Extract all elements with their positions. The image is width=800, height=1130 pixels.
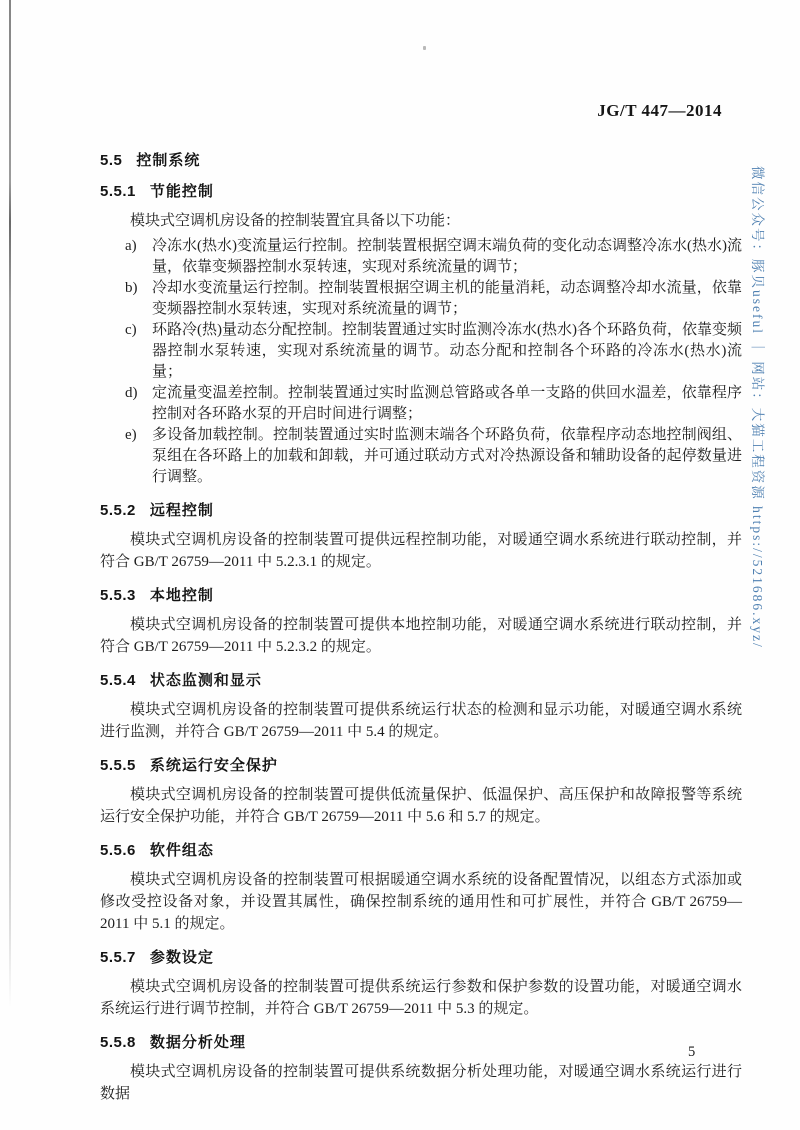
list-item-text: 冷却水变流量运行控制。控制装置根据空调主机的能量消耗，动态调整冷却水流量，依靠变频器控制水泵转速，实现对系统流量的调节； [152, 280, 742, 317]
section-heading [100, 672, 742, 689]
paragraph: 模块式空调机房设备的控制装置可提供远程控制功能，对暖通空调水系统进行联动控制，并符合 GB/T 26759—2011 中 5.2.3.1 的规定。 [100, 532, 742, 570]
page-number: 5 [688, 1044, 696, 1060]
section-title: 系统运行安全保护 [149, 757, 278, 774]
list-item-label: a) [125, 238, 137, 254]
list-item-label: c) [125, 322, 137, 338]
section-number: 5.5.7 [100, 949, 136, 966]
section-heading [100, 1034, 742, 1051]
section-number: 5.5 [100, 152, 123, 169]
list-item [100, 278, 742, 320]
list-item-text: 多设备加载控制。控制装置通过实时监测末端各个环路负荷，依靠程序动态地控制阀组、泵组在各环路上的加载和卸载，并可通过联动方式对冷热源设备和辅助设备的起停数量进行调整。 [152, 427, 742, 485]
list-item-text: 环路冷(热)量动态分配控制。控制装置通过实时监测冷冻水(热水)各个环路负荷，依靠变频器控制水泵转速，实现对系统流量的调节。动态分配和控制各个环路的冷冻水(热水)流量； [152, 322, 742, 380]
list-item-label: b) [125, 280, 138, 296]
list-item [100, 236, 742, 278]
section-title: 节能控制 [149, 183, 214, 200]
watermark-text: 微信公众号：豚贝useful ｜ 网站：大猫工程资源 https://521686.xyz/ [750, 166, 765, 649]
document-content [100, 146, 742, 1105]
section-number: 5.5.4 [100, 672, 136, 689]
section-number: 5.5.6 [100, 842, 136, 859]
paragraph: 模块式空调机房设备的控制装置可提供系统数据分析处理功能，对暖通空调水系统运行进行数据 [100, 1064, 742, 1102]
paragraph: 模块式空调机房设备的控制装置可提供系统运行参数和保护参数的设置功能，对暖通空调水系统运行进行调节控制，并符合 GB/T 26759—2011 中 5.3 的规定。 [100, 979, 742, 1017]
section-title: 本地控制 [149, 587, 214, 604]
section-title: 状态监测和显示 [149, 672, 262, 689]
section-number: 5.5.8 [100, 1034, 136, 1051]
list-item [100, 320, 742, 383]
section-number: 5.5.3 [100, 587, 136, 604]
section-heading [100, 842, 742, 859]
section-title: 数据分析处理 [149, 1034, 246, 1051]
section-title: 参数设定 [149, 949, 214, 966]
section-title: 远程控制 [149, 502, 214, 519]
section-number: 5.5.5 [100, 757, 136, 774]
section-title: 控制系统 [136, 152, 201, 169]
section-heading [100, 152, 742, 169]
section-heading [100, 502, 742, 519]
paragraph: 模块式空调机房设备的控制装置可提供本地控制功能，对暖通空调水系统进行联动控制，并符合 GB/T 26759—2011 中 5.2.3.2 的规定。 [100, 617, 742, 655]
paragraph: 模块式空调机房设备的控制装置宜具备以下功能： [130, 213, 461, 229]
scan-edge-artifact [9, 0, 11, 1008]
paragraph: 模块式空调机房设备的控制装置可根据暖通空调水系统的设备配置情况，以组态方式添加或修改受控设备对象，并设置其属性，确保控制系统的通用性和可扩展性，并符合 GB/T 26759—2011 中 5.1 的规定。 [100, 872, 742, 932]
section-heading [100, 757, 742, 774]
list-item-text: 冷冻水(热水)变流量运行控制。控制装置根据空调末端负荷的变化动态调整冷冻水(热水)流量，依靠变频器控制水泵转速，实现对系统流量的调节； [152, 238, 742, 275]
paragraph: 模块式空调机房设备的控制装置可提供系统运行状态的检测和显示功能，对暖通空调水系统进行监测，并符合 GB/T 26759—2011 中 5.4 的规定。 [100, 702, 742, 740]
section-heading [100, 183, 742, 200]
list-item-label: e) [125, 427, 137, 443]
section-title: 软件组态 [149, 842, 214, 859]
list-item-text: 定流量变温差控制。控制装置通过实时监测总管路或各单一支路的供回水温差，依靠程序控制对各环路水泵的开启时间进行调整； [152, 385, 742, 422]
section-number: 5.5.2 [100, 502, 136, 519]
list-item [100, 425, 742, 488]
section-heading [100, 587, 742, 604]
section-number: 5.5.1 [100, 183, 136, 200]
section-heading [100, 949, 742, 966]
paragraph: 模块式空调机房设备的控制装置可提供低流量保护、低温保护、高压保护和故障报警等系统运行安全保护功能，并符合 GB/T 26759—2011 中 5.6 和 5.7 的规定。 [100, 787, 742, 825]
standard-number-header: JG/T 447—2014 [597, 101, 722, 120]
scan-speck-artifact [423, 46, 426, 50]
list-item-label: d) [125, 385, 138, 401]
list-item [100, 383, 742, 425]
